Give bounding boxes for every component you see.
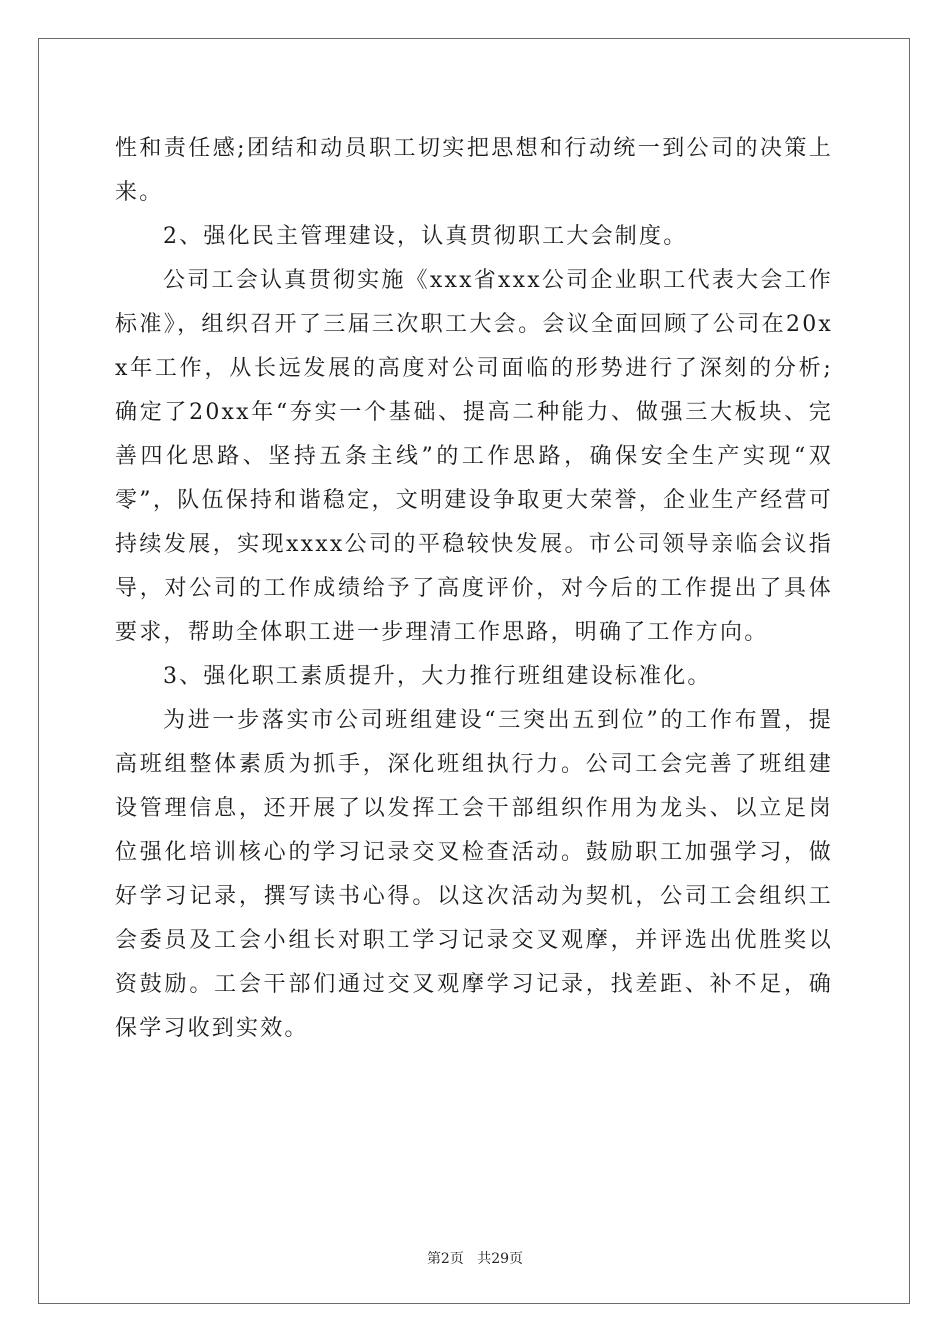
paragraph-congress: 公司工会认真贯彻实施《xxx省xxx公司企业职工代表大会工作标准》，组织召开了三届三次职工大会。会议全面回顾了公司在20xx年工作，从长远发展的高度对公司面临的形势进行了深刻的分析;确定了20xx年“夯实一个基础、提高二种能力、做强三大板块、完善四化思路、坚持五条主线”的工作思路，确保安全生产实现“双零”，队伍保持和谐稳定，文明建设争取更大荣誉，企业生产经营可持续发展，实现xxxx公司的平稳较快发展。市公司领导亲临会议指导，对公司的工作成绩给予了高度评价，对今后的工作提出了具体要求，帮助全体职工进一步理清工作思路，明确了工作方向。: [115, 268, 833, 645]
page-number: 第2页: [426, 1251, 464, 1267]
section-heading-3: 3、强化职工素质提升，大力推行班组建设标准化。: [163, 664, 712, 689]
section-heading-2: 2、强化民主管理建设，认真贯彻职工大会制度。: [163, 224, 688, 249]
paragraph-continuation: 性和责任感;团结和动员职工切实把思想和行动统一到公司的决策上来。: [115, 136, 833, 205]
paragraph-team-building: 为进一步落实市公司班组建设“三突出五到位”的工作布置，提高班组整体素质为抓手，深化班组执行力。公司工会完善了班组建设管理信息，还开展了以发挥工会干部组织作用为龙头、以立足岗位强化培训核心的学习记录交叉检查活动。鼓励职工加强学习，做好学习记录，撰写读书心得。以这次活动为契机，公司工会组织工会委员及工会小组长对职工学习记录交叉观摩，并评选出优胜奖以资鼓励。工会干部们通过交叉观摩学习记录，找差距、补不足，确保学习收到实效。: [115, 708, 833, 1041]
page-total: 共29页: [477, 1251, 524, 1267]
document-body: [115, 127, 833, 1051]
page-footer: [0, 1248, 950, 1268]
